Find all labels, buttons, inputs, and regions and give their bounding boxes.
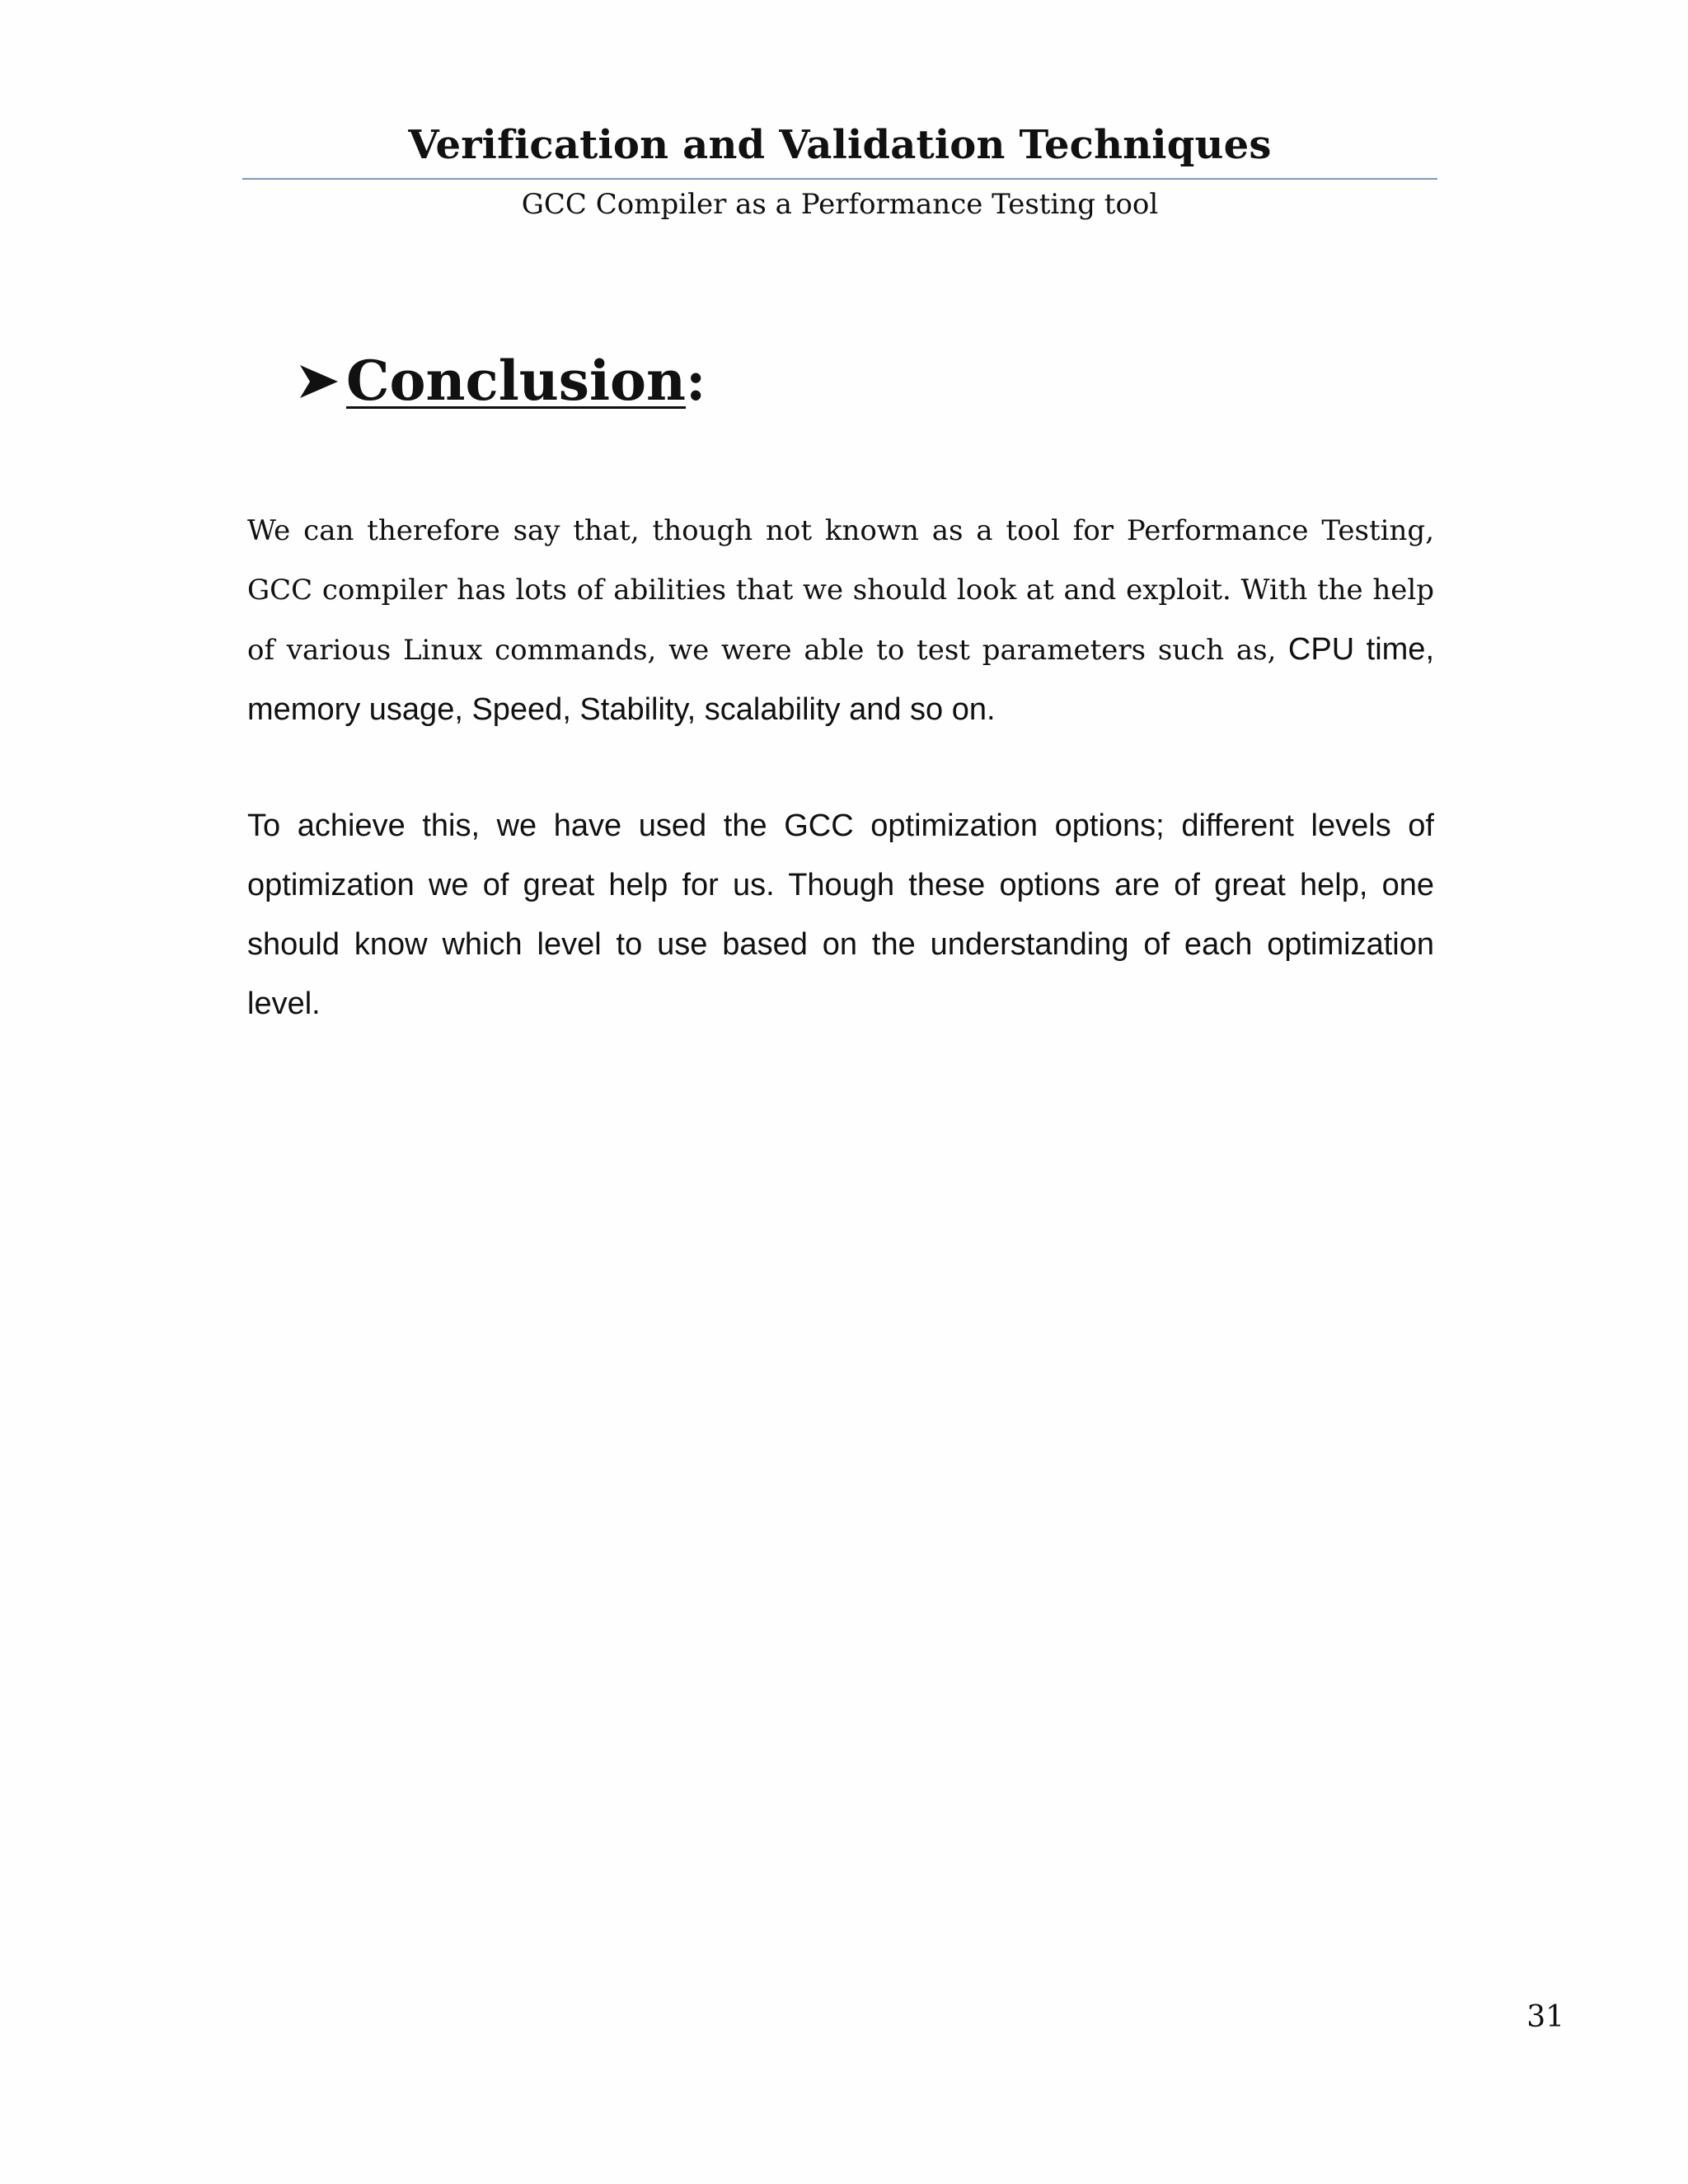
header-divider [242,178,1437,180]
page-number: 31 [1526,2000,1564,2034]
section-heading [298,341,706,425]
section-heading-colon: : [686,349,706,413]
header-subtitle: GCC Compiler as a Performance Testing tool [521,188,1159,221]
header-title: Verification and Validation Techniques [408,122,1272,168]
paragraph-1 [247,501,1434,740]
paragraph-1-sans-text: CPU time, memory usage, Speed, Stability, scalability and so on. [247,632,1434,727]
arrow-right-bullet-icon [298,341,340,420]
running-header [242,115,1437,175]
paragraph-1-serif-text: We can therefore say that, though not known as a tool for Performance Testing, GCC compiler has lots of abilities that we should look at and exploit. With the help of various Linux commands, we were able to test parameters such as, [247,514,1434,667]
paragraph-2: To achieve this, we have used the GCC optimization options; different levels of optimization we of great help for us. Though these options are of great help, one should know which level to use based on the understanding of each optimization level. [247,808,1434,1021]
section-heading-text: Conclusion [346,349,687,413]
